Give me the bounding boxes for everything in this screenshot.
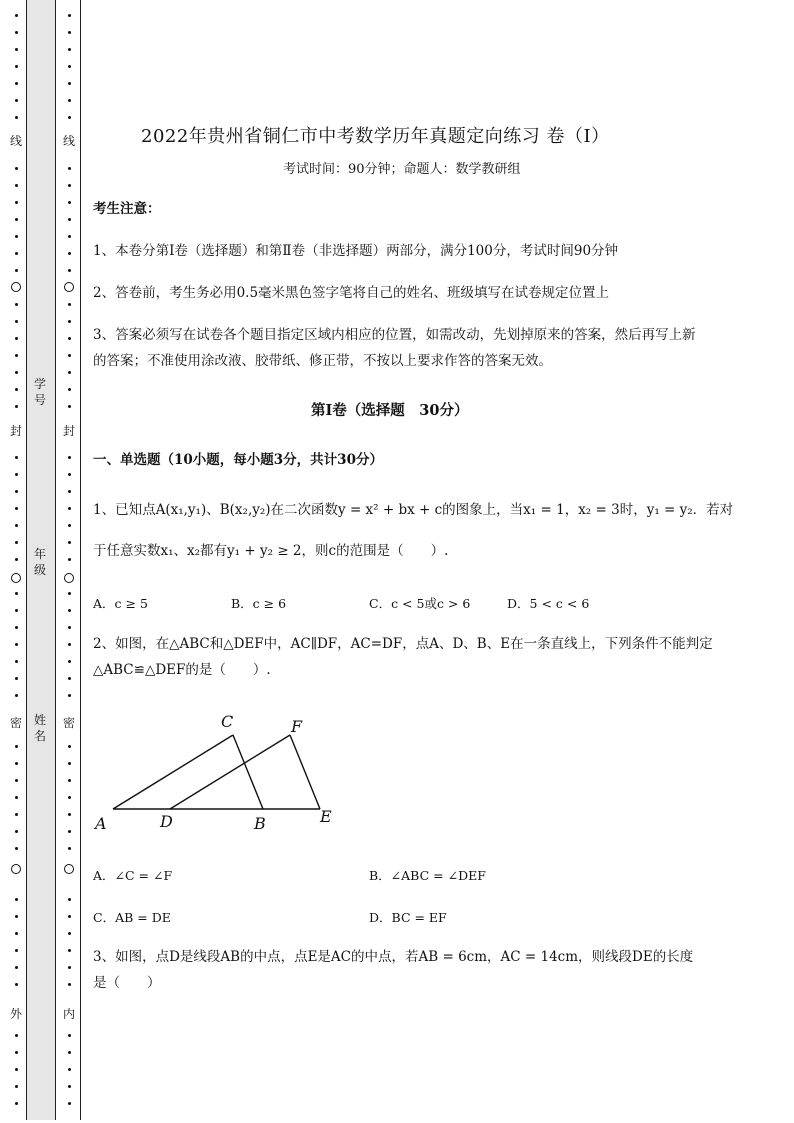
cut-line-dot	[68, 320, 71, 323]
q1-stem-line1: 1、已知点A(x₁,y₁)、B(x₂,y₂)在二次函数y = x² + bx + c的图象上，当x₁ = 1，x₂ = 3时，y₁ = y₂．若对	[93, 502, 734, 518]
cut-line-dot	[15, 779, 18, 782]
q2-triangle-figure	[93, 705, 353, 835]
section-title: 第Ⅰ卷（选择题 30分）	[311, 402, 469, 419]
cut-line-dot	[68, 82, 71, 85]
cut-line-dot	[15, 116, 18, 119]
cut-line-dot	[68, 677, 71, 680]
notice-item-3-line1: 3、答案必须写在试卷各个题目指定区域内相应的位置，如需改动，先划掉原来的答案，然后再写上新	[93, 327, 696, 343]
cut-line-dot	[15, 337, 18, 340]
margin-char-mi-outer: 密	[9, 716, 22, 730]
cut-line-dot	[68, 303, 71, 306]
q1-choice-d: D．5 < c < 6	[507, 596, 590, 611]
cut-line-dot	[15, 932, 18, 935]
margin-char-feng-inner: 封	[62, 424, 75, 438]
label-f: F	[291, 717, 303, 736]
cut-line-dot	[15, 1034, 18, 1037]
cut-line-dot	[15, 269, 18, 272]
margin-char-feng-outer: 封	[9, 424, 22, 438]
label-d: D	[160, 812, 173, 831]
cut-line-dot	[68, 167, 71, 170]
cut-line-dot	[68, 65, 71, 68]
label-c: C	[221, 712, 234, 731]
cut-line-dot	[68, 983, 71, 986]
cut-line-dot	[15, 507, 18, 510]
segment-fe	[290, 735, 320, 809]
cut-line-dot	[68, 813, 71, 816]
cut-line-dot	[15, 796, 18, 799]
margin-circle	[11, 864, 21, 874]
cut-line-dot	[15, 405, 18, 408]
cut-line-dot	[15, 830, 18, 833]
binding-line	[80, 0, 81, 1120]
label-e: E	[320, 807, 332, 826]
cut-line-dot	[68, 762, 71, 765]
cut-line-dot	[68, 1085, 71, 1088]
cut-line-dot	[15, 847, 18, 850]
notice-item-3-line2: 的答案；不准使用涂改液、胶带纸、修正带，不按以上要求作答的答案无效。	[93, 353, 552, 369]
q2-choice-b: B．∠ABC = ∠DEF	[369, 868, 486, 883]
cut-line-dot	[15, 694, 18, 697]
cut-line-dot	[15, 626, 18, 629]
margin-circle	[64, 573, 74, 583]
q3-stem-line1: 3、如图，点D是线段AB的中点，点E是AC的中点，若AB = 6cm，AC = 14cm，则线段DE的长度	[93, 949, 694, 965]
cut-line-dot	[68, 269, 71, 272]
cut-line-dot	[15, 31, 18, 34]
cut-line-dot	[68, 1068, 71, 1071]
cut-line-dot	[68, 779, 71, 782]
cut-line-dot	[15, 99, 18, 102]
cut-line-dot	[68, 932, 71, 935]
cut-line-dot	[15, 218, 18, 221]
q1-choice-b: B．c ≥ 6	[231, 596, 287, 611]
cut-line-dot	[15, 490, 18, 493]
cut-line-dot	[68, 235, 71, 238]
cut-line-dot	[15, 456, 18, 459]
q1-stem-line2: 于任意实数x₁、x₂都有y₁ + y₂ ≥ 2，则c的范围是（ ）.	[93, 543, 449, 559]
cut-line-dot	[15, 1068, 18, 1071]
cut-line-dot	[15, 320, 18, 323]
cut-line-dot	[68, 388, 71, 391]
margin-char-xian-inner: 线	[62, 134, 75, 148]
margin-circle	[11, 573, 21, 583]
cut-line-dot	[68, 473, 71, 476]
cut-line-dot	[68, 694, 71, 697]
cut-line-dot	[15, 966, 18, 969]
cut-line-dot	[68, 643, 71, 646]
cut-line-dot	[68, 371, 71, 374]
margin-char-xian-outer: 线	[9, 134, 22, 148]
margin-char-wai-outer: 外	[9, 1007, 22, 1021]
cut-line-dot	[68, 745, 71, 748]
cut-line-dot	[15, 48, 18, 51]
margin-char-mi-inner: 密	[62, 716, 75, 730]
cut-line-dot	[15, 660, 18, 663]
cut-line-dot	[15, 235, 18, 238]
segment-cb	[233, 735, 263, 809]
cut-line-dot	[15, 762, 18, 765]
cut-line-dot	[15, 303, 18, 306]
student-id-label: 学号	[33, 377, 46, 407]
label-b: B	[254, 814, 266, 833]
cut-line-dot	[68, 847, 71, 850]
cut-line-dot	[15, 354, 18, 357]
cut-line-dot	[68, 660, 71, 663]
q2-choice-c: C．AB = DE	[93, 910, 171, 925]
cut-line-dot	[15, 745, 18, 748]
cut-line-dot	[15, 184, 18, 187]
cut-line-dot	[68, 14, 71, 17]
cut-line-dot	[68, 609, 71, 612]
grade-label: 年级	[33, 547, 46, 577]
cut-line-dot	[15, 65, 18, 68]
cut-line-dot	[68, 354, 71, 357]
cut-line-dot	[68, 524, 71, 527]
cut-line-dot	[15, 949, 18, 952]
cut-line-dot	[68, 218, 71, 221]
q1-choice-c: C．c < 5或c > 6	[369, 596, 471, 611]
cut-line-dot	[15, 898, 18, 901]
cut-line-dot	[15, 592, 18, 595]
cut-line-dot	[68, 201, 71, 204]
cut-line-dot	[15, 558, 18, 561]
cut-line-dot	[68, 31, 71, 34]
cut-line-dot	[68, 1051, 71, 1054]
cut-line-dot	[68, 541, 71, 544]
cut-line-dot	[15, 167, 18, 170]
cut-line-dot	[15, 1085, 18, 1088]
q2-stem-line2: △ABC≌△DEF的是（ ）.	[93, 662, 271, 678]
cut-line-dot	[15, 524, 18, 527]
cut-line-dot	[15, 388, 18, 391]
cut-line-dot	[68, 490, 71, 493]
cut-line-dot	[68, 626, 71, 629]
notice-item-2: 2、答卷前，考生务必用0.5毫米黑色签字笔将自己的姓名、班级填写在试卷规定位置上	[93, 285, 610, 301]
page-title: 2022年贵州省铜仁市中考数学历年真题定向练习 卷（Ⅰ）	[141, 126, 610, 147]
cut-line-dot	[68, 558, 71, 561]
margin-circle	[11, 282, 21, 292]
cut-line-dot	[68, 592, 71, 595]
label-a: A	[95, 814, 107, 833]
q2-choice-a: A．∠C = ∠F	[93, 868, 173, 883]
cut-line-dot	[68, 949, 71, 952]
cut-line-dot	[68, 48, 71, 51]
cut-line-dot	[68, 915, 71, 918]
notice-heading: 考生注意：	[93, 201, 161, 217]
segment-df	[170, 735, 290, 809]
cut-line-dot	[68, 99, 71, 102]
cut-line-dot	[68, 1102, 71, 1105]
cut-line-dot	[68, 796, 71, 799]
cut-line-dot	[68, 898, 71, 901]
cut-line-dot	[15, 541, 18, 544]
cut-line-dot	[15, 915, 18, 918]
margin-circle	[64, 864, 74, 874]
cut-line-dot	[68, 966, 71, 969]
q2-stem-line1: 2、如图，在△ABC和△DEF中，AC∥DF，AC=DF，点A、D、B、E在一条直线上，下列条件不能判定	[93, 636, 713, 652]
cut-line-dot	[15, 1102, 18, 1105]
q2-choice-d: D．BC = EF	[369, 910, 447, 925]
cut-line-dot	[68, 456, 71, 459]
cut-line-dot	[15, 643, 18, 646]
margin-circle	[64, 282, 74, 292]
cut-line-dot	[68, 405, 71, 408]
name-label: 姓名	[33, 713, 46, 743]
q1-choice-a: A．c ≥ 5	[93, 596, 148, 611]
cut-line-dot	[68, 507, 71, 510]
cut-line-dot	[15, 473, 18, 476]
cut-line-dot	[68, 184, 71, 187]
cut-line-dot	[15, 201, 18, 204]
cut-line-dot	[15, 82, 18, 85]
cut-line-dot	[68, 1034, 71, 1037]
cut-line-dot	[15, 677, 18, 680]
cut-line-dot	[68, 337, 71, 340]
cut-line-dot	[15, 252, 18, 255]
part-heading: 一、单选题（10小题，每小题3分，共计30分）	[93, 452, 383, 468]
cut-line-dot	[68, 116, 71, 119]
exam-info: 考试时间：90分钟；命题人：数学教研组	[283, 162, 521, 177]
binding-margin	[0, 0, 82, 1123]
segment-ac	[113, 735, 233, 809]
cut-line-dot	[15, 14, 18, 17]
q3-stem-line2: 是（ ）	[93, 975, 161, 991]
cut-line-dot	[15, 983, 18, 986]
cut-line-dot	[15, 371, 18, 374]
cut-line-dot	[68, 252, 71, 255]
cut-line-dot	[15, 813, 18, 816]
cut-line-dot	[68, 830, 71, 833]
margin-char-nei-inner: 内	[62, 1007, 75, 1021]
notice-item-1: 1、本卷分第Ⅰ卷（选择题）和第Ⅱ卷（非选择题）两部分，满分100分，考试时间90分钟	[93, 243, 619, 259]
cut-line-dot	[15, 1051, 18, 1054]
cut-line-dot	[15, 609, 18, 612]
